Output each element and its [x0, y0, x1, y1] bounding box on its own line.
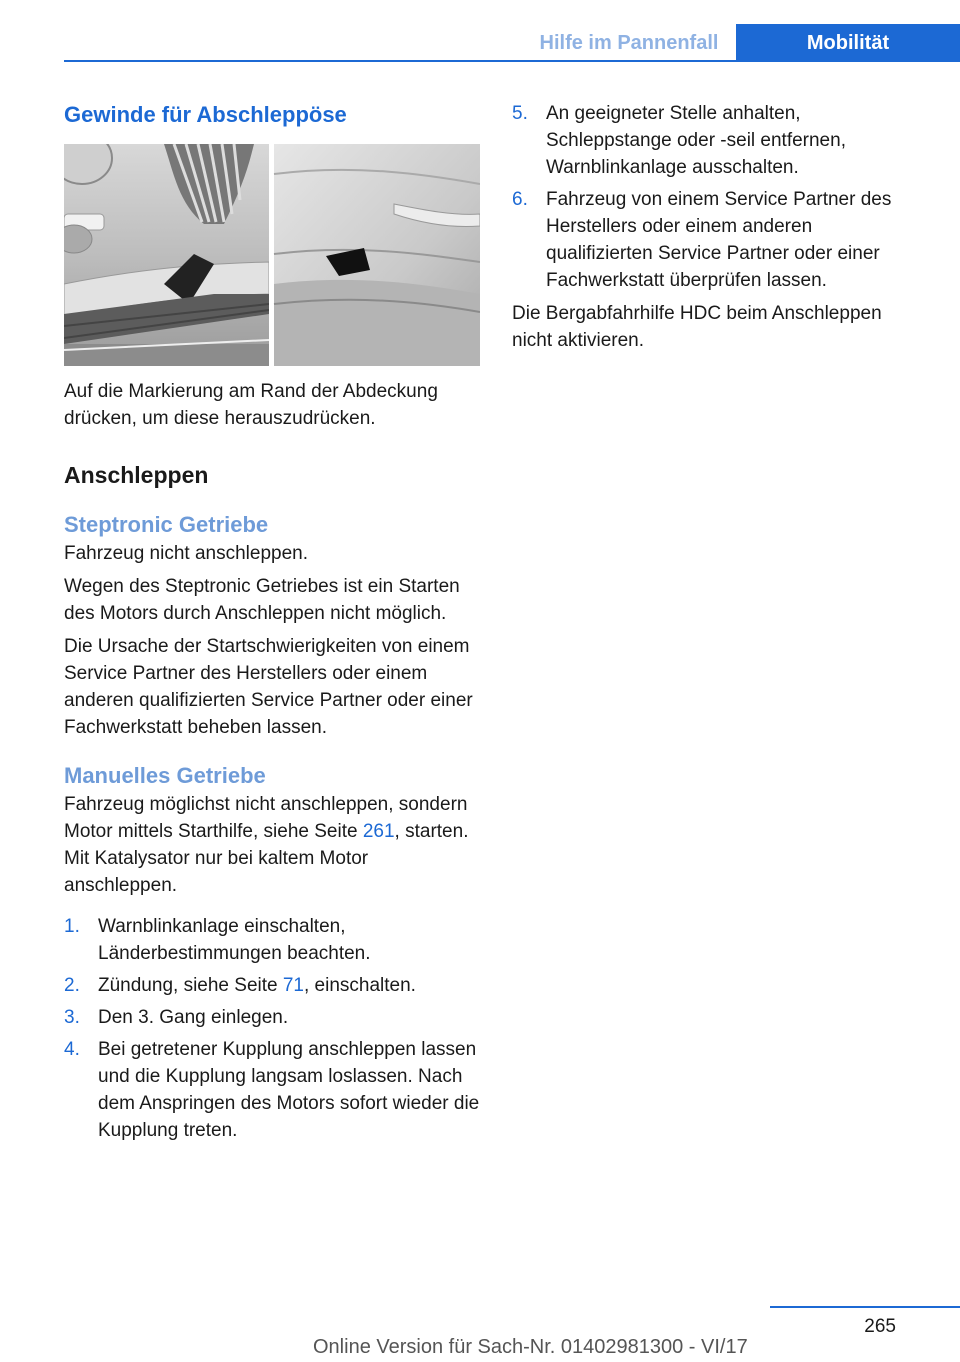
bumper-image — [64, 144, 480, 366]
list-item — [64, 972, 480, 999]
paragraph-3: Die Ursache der Startschwierigkeiten von einem Service Partner des Herstellers oder einem anderen qualifizierten Service Partner oder einer Fachwerkstatt beheben lassen. — [64, 636, 473, 738]
step-number: 1. — [64, 916, 80, 937]
bumper-illustration — [64, 144, 480, 366]
online-version-text: Online Version für Sach-Nr. 01402981300 - VI/17 — [313, 1336, 748, 1358]
left-column — [64, 100, 480, 1144]
header-divider — [64, 60, 960, 62]
page-number: 265 — [864, 1316, 896, 1337]
step-text: , einschalten. — [304, 975, 416, 996]
heading-abschleppoese: Gewinde für Abschleppöse — [64, 102, 347, 127]
step-number: 3. — [64, 1007, 80, 1028]
paragraph-4-text-a: Fahrzeug möglichst nicht anschleppen, sondern Motor mittels Starthilfe, siehe Seite — [64, 794, 468, 842]
link-page-71[interactable]: 71 — [282, 975, 304, 996]
step-text: Zündung, siehe Seite — [98, 975, 283, 996]
list-item — [64, 1036, 480, 1144]
paragraph-hdc: Die Bergabfahrhilfe HDC beim Anschleppen nicht aktivieren. — [512, 303, 882, 351]
step-text: Den 3. Gang einlegen. — [98, 1007, 289, 1028]
step-text: Bei getretener Kupplung anschleppen lassen und die Kupplung langsam loslassen. Nach dem Anspringen des Motors sofort wieder die Kupplung treten. — [98, 1039, 480, 1141]
list-item — [64, 913, 480, 967]
list-item — [512, 186, 924, 294]
step-text: Fahrzeug von einem Service Partner des Herstellers oder einem anderen qualifizierten Service Partner oder einer Fachwerkstatt überprüfen lassen. — [546, 189, 892, 291]
step-text: Warnblinkanlage einschalten, Länderbestimmungen beachten. — [98, 916, 371, 964]
step-number: 4. — [64, 1039, 80, 1060]
step-number: 5. — [512, 103, 528, 124]
steps-list-left — [64, 913, 480, 1144]
heading-steptronic: Steptronic Getriebe — [64, 512, 269, 537]
footer-divider — [770, 1306, 960, 1308]
paragraph-1: Fahrzeug nicht anschleppen. — [64, 543, 308, 564]
step-number: 2. — [64, 975, 80, 996]
list-item — [512, 100, 924, 181]
heading-anschleppen: Anschleppen — [64, 462, 209, 488]
tab-chapter[interactable]: Mobilität — [736, 24, 960, 62]
tab-section[interactable]: Hilfe im Pannenfall — [522, 24, 736, 62]
step-text: An geeigneter Stelle anhalten, Schleppstange oder -seil entfernen, Warnblinkanlage ausschalten. — [546, 103, 846, 178]
heading-manuell: Manuelles Getriebe — [64, 763, 266, 788]
steps-list-right — [512, 100, 924, 294]
link-page-261[interactable]: 261 — [362, 821, 395, 842]
list-item — [64, 1004, 480, 1031]
paragraph-4 — [64, 791, 480, 899]
caption-text: Auf die Markierung am Rand der Abdeckung drücken, um diese herauszudrücken. — [64, 381, 438, 429]
right-column — [512, 100, 924, 354]
paragraph-2: Wegen des Steptronic Getriebes ist ein Starten des Motors durch Anschleppen nicht möglich. — [64, 576, 460, 624]
step-number: 6. — [512, 189, 528, 210]
paragraph-4-text-b: , starten. Mit Katalysator nur bei kaltem Motor anschleppen. — [64, 821, 469, 896]
